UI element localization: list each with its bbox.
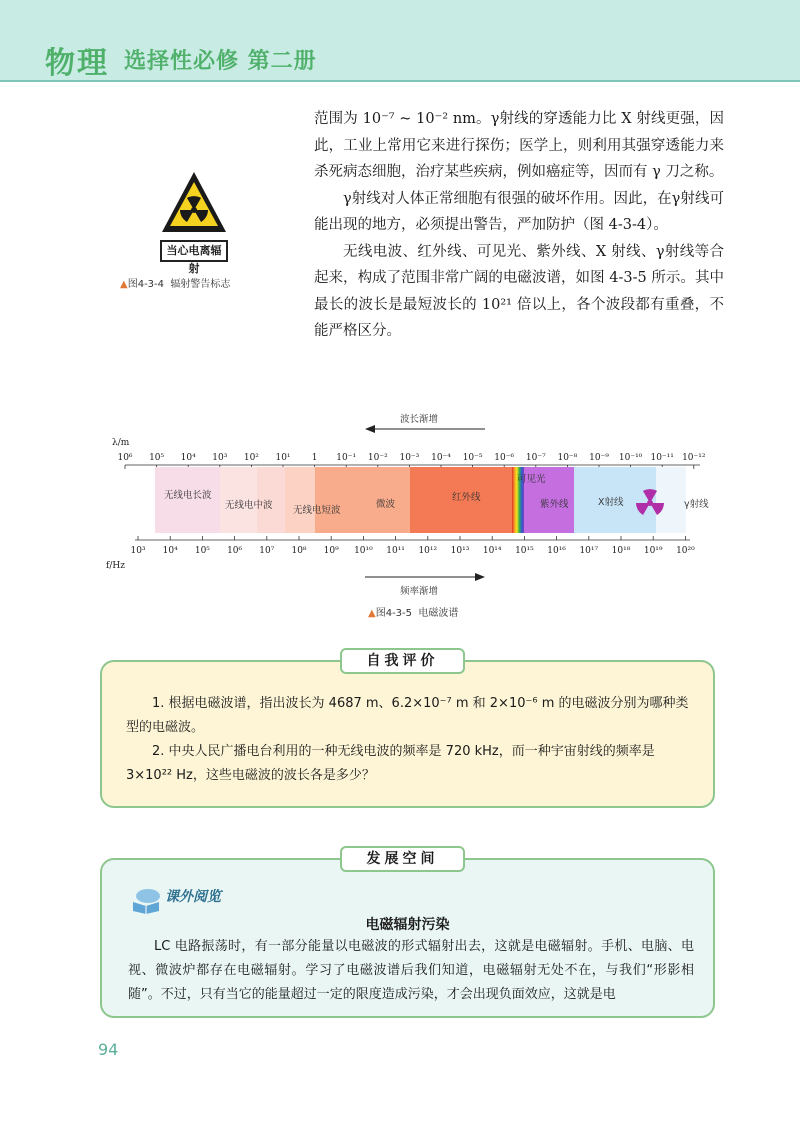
tick-label: 10⁵	[149, 453, 165, 463]
tick-label: 10¹	[275, 453, 291, 463]
body-text	[314, 106, 724, 345]
tick-label: 10¹⁴	[482, 546, 502, 556]
band-short-wave: 无线电短波	[293, 505, 341, 516]
tick-label: 10⁻¹²	[682, 453, 706, 463]
band-microwave: 微波	[376, 499, 396, 510]
band-infrared: 红外线	[452, 492, 481, 503]
reading-label: 课外阅览	[165, 889, 221, 905]
self-evaluation-questions	[126, 692, 696, 788]
caption-text: 辐射警告标志	[170, 279, 231, 290]
question-1: 1. 根据电磁波谱，指出波长为 4687 m、6.2×10⁻⁷ m 和 2×10⁻⁶ m 的电磁波分别为哪种类型的电磁波。	[126, 696, 689, 735]
tick-label: 10⁻⁶	[494, 453, 515, 463]
tick-label: 10⁻⁷	[525, 453, 546, 463]
caption-number: 图4-3-5	[375, 608, 413, 619]
tick-label: 10⁵	[194, 546, 210, 556]
tick-label: 10⁷	[259, 546, 275, 556]
tick-label: 10²⁰	[676, 546, 695, 556]
tick-label: 10³	[212, 453, 228, 463]
question-2: 2. 中央人民广播电台利用的一种无线电波的频率是 720 kHz，而一种宇宙射线的频率是 3×10²² Hz，这些电磁波的波长各是多少？	[126, 744, 655, 783]
tick-label: 10⁶	[227, 546, 243, 556]
tick-label: 10⁹	[323, 546, 339, 556]
development-title: 发展空间	[340, 846, 465, 872]
tick-label: 10¹²	[418, 546, 438, 556]
wavelength-unit: λ/m	[112, 438, 130, 448]
tick-label: 10¹⁶	[547, 546, 566, 556]
tick-label: 10⁶	[117, 453, 133, 463]
paragraph: 无线电波、红外线、可见光、紫外线、X 射线、γ射线等合起来，构成了范围非常广阔的电磁波谱，如图 4-3-5 所示。其中最长的波长是最短波长的 10²¹ 倍以上，各个波段都有重叠，不能严格区分。	[314, 243, 724, 339]
paragraph: 范围为 10⁻⁷ ~ 10⁻² nm。γ射线的穿透能力比 X 射线更强，因此，工业上常用它来进行探伤；医学上，则利用其强穿透能力来杀死病态细胞，治疗某些疾病，例如癌症等，因而有 γ 刀之称。	[314, 111, 724, 180]
tick-label: 10¹⁹	[643, 546, 663, 556]
figure-caption-4-3-4	[120, 275, 230, 290]
tick-label: 10¹⁷	[579, 546, 599, 556]
article-paragraph: LC 电路振荡时，有一部分能量以电磁波的形式辐射出去，这就是电磁辐射。手机、电脑、电视、微波炉都存在电磁辐射。学习了电磁波谱后我们知道，电磁辐射无处不在，与我们“形影相随”。不过，只有当它的能量超过一定的限度造成污染，才会出现负面效应，这就是电	[128, 939, 694, 1002]
tick-label: 10⁴	[180, 453, 196, 463]
article-text	[128, 935, 694, 1007]
em-spectrum-diagram	[100, 405, 720, 600]
tick-label: 10⁻⁸	[557, 453, 578, 463]
tick-label: 10¹⁰	[354, 546, 373, 556]
tick-label: 10¹³	[450, 546, 470, 556]
band-long-wave: 无线电长波	[164, 490, 212, 501]
book-title: 选择性必修 第二册	[124, 49, 317, 74]
tick-label: 10²	[243, 453, 259, 463]
frequency-unit: f/Hz	[106, 561, 125, 571]
page-number: 94	[98, 1040, 119, 1059]
tick-label: 10¹⁸	[611, 546, 631, 556]
tick-label: 10⁻²	[367, 453, 388, 463]
band-gamma: γ射线	[684, 499, 709, 510]
tick-label: 10³	[130, 546, 146, 556]
book-reading-icon	[130, 888, 162, 914]
tick-label: 10⁸	[291, 546, 307, 556]
tick-label: 10¹⁵	[515, 546, 534, 556]
caption-number: 图4-3-4	[127, 279, 165, 290]
header-band	[0, 0, 800, 80]
frequency-ticks	[130, 536, 695, 556]
tick-label: 1	[311, 453, 318, 463]
caption-triangle-icon: ▲	[368, 608, 376, 619]
tick-label: 10⁻¹⁰	[618, 453, 643, 463]
paragraph: γ射线对人体正常细胞有很强的破坏作用。因此，在γ射线可能出现的地方，必须提出警告，严加防护（图 4-3-4）。	[314, 190, 724, 233]
tick-label: 10¹¹	[386, 546, 405, 556]
tick-label: 10⁻¹¹	[650, 453, 674, 463]
tick-label: 10⁻¹	[336, 453, 357, 463]
radiation-warning-icon	[160, 170, 228, 238]
article-title: 电磁辐射污染	[365, 917, 450, 933]
tick-label: 10⁻⁹	[589, 453, 609, 463]
self-evaluation-title: 自我评价	[340, 648, 465, 674]
tick-label: 10⁻⁵	[462, 453, 483, 463]
tick-label: 10⁻⁴	[431, 453, 451, 463]
tick-label: 10⁻³	[399, 453, 420, 463]
subject-title: 物理	[45, 46, 109, 81]
frequency-arrow-label: 频率渐增	[400, 586, 439, 597]
warning-sign-text: 当心电离辐射	[160, 240, 228, 262]
wavelength-ticks	[117, 453, 705, 469]
band-ultraviolet: 紫外线	[540, 499, 569, 510]
header-divider	[0, 80, 800, 82]
caption-text: 电磁波谱	[418, 608, 459, 619]
band-medium-wave: 无线电中波	[225, 500, 273, 511]
band-xray: X射线	[598, 497, 624, 508]
tick-label: 10⁴	[162, 546, 178, 556]
caption-triangle-icon: ▲	[120, 279, 128, 290]
figure-caption-4-3-5	[368, 604, 458, 619]
wavelength-arrow-label: 波长渐增	[400, 414, 439, 425]
band-visible: 可见光	[517, 474, 546, 485]
